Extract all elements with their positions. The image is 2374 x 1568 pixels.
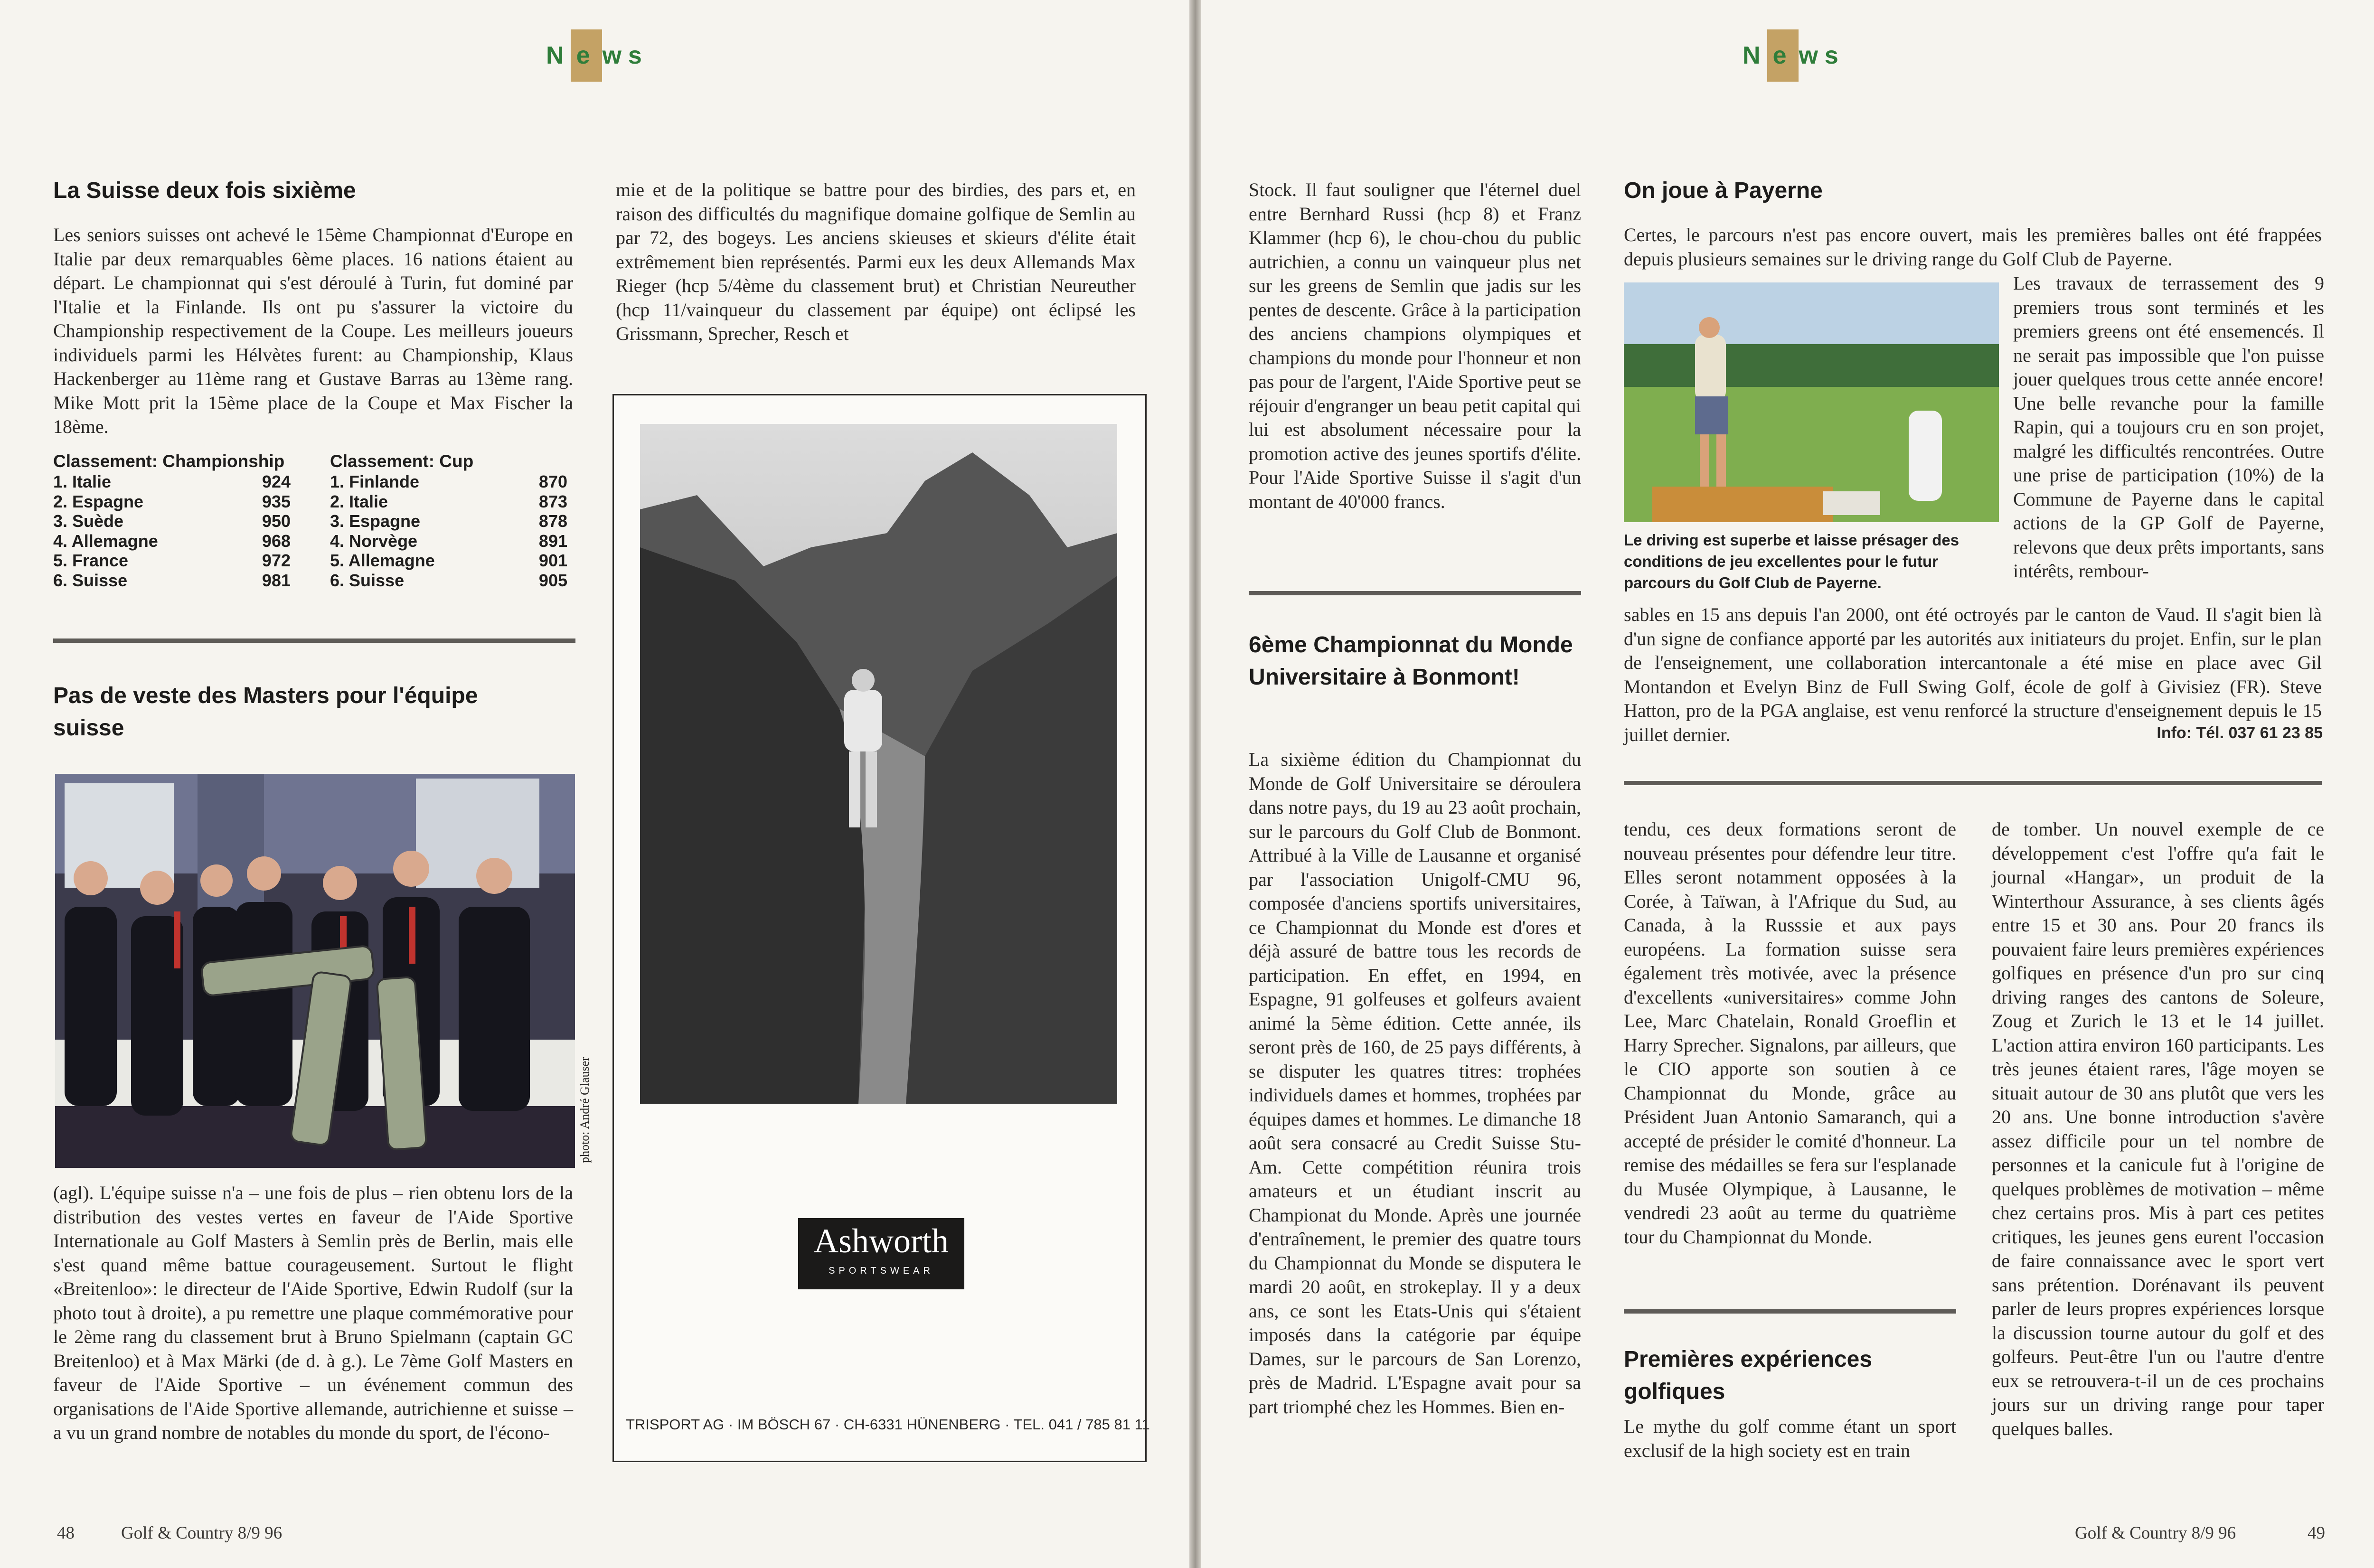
table-row: 1. Italie 924 [53,472,291,491]
photo-credit: photo: André Glauser [578,1057,592,1163]
table-row: 3. Espagne 878 [330,511,567,531]
magazine-title: Golf & Country 8/9 96 [2075,1523,2236,1543]
hiker-photo [640,424,1117,1104]
article-body: Le mythe du golf comme étant un sport exclusif de la high society est en train [1624,1416,1956,1461]
article-body-continued: de tomber. Un nouvel exemple de ce développement c'est l'offre qu'a fait le journal «Hangar», un produit de la Winterthour Assurance, à ses clients âgés entre 15 et 30 ans. Pour 20 francs ils pouvaient faire leurs premières expériences golfiques en présence d'un pro sur cinq driving ranges des cantons de Soleure, Zoug et Zurich le 13 et le 14 juillet. L'action attira environ 160 participants. Les très jeunes étaient rares, l'âge moyen se situait autour de 30 ans plutôt que vers les 20 ans. Une bonne introduction s'avère assez difficile pour un tel nombre de personnes et la canicule fut à l'origine de quelques problèmes de motivation – même chez certains pros. Mis à part ces petites critiques, les jeunes gens eurent l'occasion de faire connaissance avec le sport vert sans prétention. Dorénavant ils peuvent parler de leurs propres expériences lorsque la discussion tourne autour du golf et des golfeurs. Peut-être l'un ou l'autre d'entre eux se retrouvera-t-il un de ces prochains jours sur un driving range pour taper quelques balles. [1992,818,2324,1439]
article-body-continued: mie et de la politique se battre pour des birdies, des pars et, en raison des difficultés du magnifique domaine golfique de Semlin au par 72, des bogeys. Les anciens skieuses et skieurs d'élite était extrêmement bien représentés. Parmi eux les deux Allemands Max Rieger (hcp 5/4ème du classement brut) et Christian Neureuther (hcp 11/vainqueur du classement par équipe) ont éclipsé les Grissmann, Sprecher, Resch et [616,179,1136,344]
driving-range-photo [1624,282,1999,522]
championship-table [53,451,291,590]
photo-caption: Le driving est superbe et laisse présager des conditions de jeu excellentes pour le futur parcours du Golf Club de Payerne. [1624,531,1959,592]
team-photo [55,774,575,1168]
magazine-title: Golf & Country 8/9 96 [121,1523,283,1543]
ad-footer: TRISPORT AG · IM BÖSCH 67 · CH-6331 HÜNENBERG · TEL. 041 / 785 81 11 [626,1416,1150,1433]
table-row: 1. Finlande 870 [330,472,567,491]
ad-photo [640,424,1117,1104]
article-body: sables en 15 ans depuis l'an 2000, ont été octroyés par le canton de Vaud. Il s'agit bien là d'un signe de confiance apporté par les autorités aux initiateurs du projet. Enfin, sur le plan de l'enseignement, une collaboration intercantonale a été mise en place avec Gil Montandon et Evelyn Binz de Full Swing Golf, école de golf à Givisiez (FR). Steve Hatton, pro de la PGA anglaise, est venu renforcé la structure d'enseignement depuis le 15 juillet dernier. [1624,604,2322,745]
table-row: 4. Norvège 891 [330,531,567,551]
article-body-continued: Stock. Il faut souligner que l'éternel duel entre Bernhard Russi (hcp 8) et Franz Klammer (hcp 6), le chou-chou du public autrichien, a connu un vainqueur plus net sur les greens de Semlin que jadis sur les pentes de descente. Grâce à la participation des anciens champions olympiques et champions du monde pour l'honneur et non pas pour de l'argent, l'Aide Sportive peut se réjouir d'engranger un beau petit capital qui lui est absolument nécessaire pour la promotion active des jeunes sportifs d'élite. Pour l'Aide Sportive Suisse il s'agit d'un montant de 40'000 francs. [1249,179,1581,512]
article-body: Les travaux de terrassement des 9 premiers trous sont terminés et les premiers greens ont été ensemencés. Il ne serait pas impossible que l'on puisse jouer quelques trous cette année encore! Une belle revanche pour la famille Rapin, qui a toujours cru en son projet, malgré les difficultés rencontrées. Outre une prise de participation (10%) de la Commune de Payerne dans le capital actions de la GP Golf de Payerne, relevons que deux prêts importants, sans intérêts, rembour- [2013,272,2324,582]
table-row: 6. Suisse 981 [53,570,291,590]
table-row: 5. France 972 [53,551,291,570]
table-row: 2. Espagne 935 [53,491,291,511]
article-title: 6ème Championnat du Monde Universitaire à Bonmont! [1249,632,1573,690]
section-divider [1624,781,2322,785]
article-body: La sixième édition du Championnat du Monde de Golf Universitaire se déroulera dans notre pays, du 19 au 23 août prochain, sur le parcours du Golf Club de Bonmont. Attribué à la Ville de Lausanne et organisé par l'association Unigolf-CMU 96, composée d'anciens sportifs universitaires, ce Championnat du Monde est d'ores et déjà assuré de battre tous les records de participation. En effet, en 1994, en Espagne, 91 golfeuses et golfeurs avaient animé la 5ème édition. Cette année, ils seront près de 160, de 25 pays différents, à se disputer les quatres titres: trophées individuels dames et hommes, trophées par équipes dames et hommes. Le dimanche 18 août sera consacré au Credit Suisse Stu-Am. Cette compétition réunira trois amateurs et un étudiant inscrit au Championat du Monde. Après une journée d'entraînement, le premier des quatre tours du Championnat du Monde se disputera le mardi 20 août, en strokeplay. Il y a deux ans, ce sont les Etats-Unis qui s'étaient imposés dans la catégorie par équipe Dames, sur le parcours de San Lorenzo, près de Madrid. L'Espagne avait pour sa part triomphé chez les Hommes. Bien en- [1249,749,1581,1418]
article-body: Les seniors suisses ont achevé le 15ème Championnat d'Europe en Italie par deux remarquables 6ème places. 16 nations étaient au départ. Le championnat qui s'est déroulé à Turin, fut dominé par l'Italie et la Finlande. Ils ont pu s'assurer la victoire du Championship respectivement de la Coupe. Les meilleurs joueurs individuels parmi les Hélvètes furent: au Championship, Klaus Hackenberger au 11ème rang et Gustave Barras au 13ème rang. Mike Mott prit la 15ème place de la Coupe et Max Fischer la 18ème. [53,224,573,437]
team-photo-illustration [55,774,575,1168]
article-intro: Certes, le parcours n'est pas encore ouvert, mais les premières balles ont été frappées depuis plusieurs semaines sur le driving range du Golf Club de Payerne. [1624,224,2322,270]
advertisement[interactable] [612,394,1150,1462]
cup-table [330,451,567,590]
article-body-continued: tendu, ces deux formations seront de nouveau présentes pour défendre leur titre. Elles seront notamment opposées à la Corée, à Taïwan, à l'Afrique du Sud, au Canada, à la Russsie et aux pays européens. La formation suisse sera également très motivée, avec la présence d'excellents «universitaires» comme John Lee, Marc Chatelain, Ronald Groeflin et Harry Sprecher. Signalons, par ailleurs, que le CIO apporte son soutien à ce Championnat du Monde, grâce au Président Juan Antonio Samaranch, qui a accepté de présider le comité d'honneur. La remise des médailles se fera sur l'esplanade du Musée Olympique, à Lausanne, le vendredi 23 août au terme du quatrième tour du Championnat du Monde. [1624,818,1956,1248]
article-title: On joue à Payerne [1624,178,1823,203]
table-row: 3. Suède 950 [53,511,291,531]
ashworth-logo: Ashworth SPORTSWEAR [798,1218,964,1289]
table-row: 6. Suisse 905 [330,570,567,590]
page-gutter [1189,0,1201,1568]
table-row: 5. Allemagne 901 [330,551,567,570]
golfer-photo [1624,282,1999,522]
article-title: Premières expériences golfiques [1624,1347,1873,1404]
table-title: Classement: Cup [330,451,474,471]
news-header: N e ws [546,29,649,82]
article-body: (agl). L'équipe suisse n'a – une fois de plus – rien obtenu lors de la distribution des vestes vertes en faveur de l'Aide Sportive Internationale au Golf Masters à Semlin près de Berlin, mais elle s'est quand même battue courageusement. Surtout le flight «Breitenloo»: le directeur de l'Aide Sportive, Edwin Rudolf (sur la photo tout à droite), a pu remettre une plaque commémorative pour le 2ème rang du classement brut à Bruno Spielmann (captain GC Breitenloo) et à Max Märki (de d. à g.). Le 7ème Golf Masters en faveur de l'Aide Sportive – un événement commun des organisations de l'Aide Sportive allemande, autrichienne et suisse – a vu un grand nombre de notables du monde du sport, de l'écono- [53,1182,573,1443]
table-row: 2. Italie 873 [330,491,567,511]
news-header: N e ws [1743,29,1845,82]
page-number: 49 [2308,1523,2325,1543]
table-title: Classement: Championship [53,451,285,471]
section-divider [53,638,575,643]
page-number: 48 [57,1523,75,1543]
section-divider [1624,1309,1956,1314]
article-title: Pas de veste des Masters pour l'équipe suisse [53,683,478,741]
right-page [1201,0,2374,1568]
table-row: 4. Allemagne 968 [53,531,291,551]
article-title: La Suisse deux fois sixième [53,178,356,203]
contact-info: Info: Tél. 037 61 23 85 [2157,724,2323,742]
section-divider [1249,591,1581,595]
